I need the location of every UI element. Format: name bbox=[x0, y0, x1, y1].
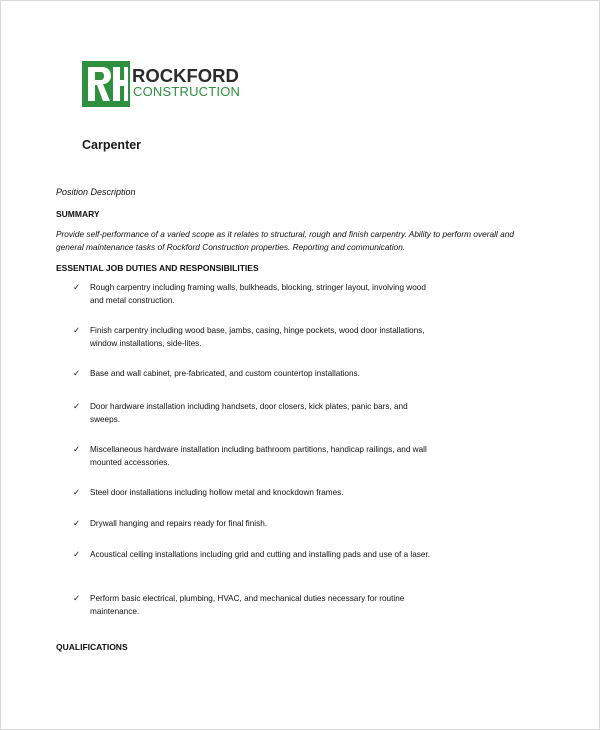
duty-text: Door hardware installation including handsets, door closers, kick plates, panic bars, and sweeps. bbox=[90, 402, 408, 424]
duty-text: Finish carpentry including wood base, jambs, casing, hinge pockets, wood door installations, window installations, side-lites. bbox=[90, 326, 425, 348]
duty-text: Acoustical ceiling installations including grid and cutting and installing pads and use of a laser. bbox=[90, 550, 430, 559]
summary-text: Provide self-performance of a varied scope as it relates to structural, rough and finish carpentry. Ability to perform overall and general maintenance tasks of Rockford Construction properties. Reporting and communication. bbox=[56, 229, 514, 252]
company-logo bbox=[82, 61, 282, 107]
check-icon: ✓ bbox=[73, 593, 81, 603]
duties-heading: ESSENTIAL JOB DUTIES AND RESPONSIBILITIES bbox=[56, 263, 259, 273]
qualifications-heading: QUALIFICATIONS bbox=[56, 642, 128, 652]
logo-name-line-1: ROCKFORD bbox=[132, 65, 239, 86]
page-title: Carpenter bbox=[82, 138, 142, 152]
check-icon: ✓ bbox=[73, 368, 81, 378]
duty-text: Perform basic electrical, plumbing, HVAC, and mechanical duties necessary for routine maintenance. bbox=[90, 594, 405, 616]
logo-name-line-2: CONSTRUCTION bbox=[133, 84, 241, 99]
duty-text: Miscellaneous hardware installation including bathroom partitions, handicap railings, and wall mounted accessories. bbox=[90, 445, 427, 467]
check-icon: ✓ bbox=[73, 325, 81, 335]
check-icon: ✓ bbox=[73, 401, 81, 411]
duty-text: Base and wall cabinet, pre-fabricated, and custom countertop installations. bbox=[90, 369, 360, 378]
duty-text: Rough carpentry including framing walls, bulkheads, blocking, stringer layout, involving wood and metal construction. bbox=[90, 283, 426, 305]
duty-text: Drywall hanging and repairs ready for final finish. bbox=[90, 519, 268, 528]
check-icon: ✓ bbox=[73, 282, 81, 292]
check-icon: ✓ bbox=[73, 549, 81, 559]
check-icon: ✓ bbox=[73, 518, 81, 528]
check-icon: ✓ bbox=[73, 444, 81, 454]
summary-heading: SUMMARY bbox=[56, 209, 100, 219]
document-subtitle: Position Description bbox=[56, 187, 136, 197]
check-icon: ✓ bbox=[73, 487, 81, 497]
duty-text: Steel door installations including hollow metal and knockdown frames. bbox=[90, 488, 344, 497]
rockford-monogram-icon bbox=[82, 61, 130, 107]
